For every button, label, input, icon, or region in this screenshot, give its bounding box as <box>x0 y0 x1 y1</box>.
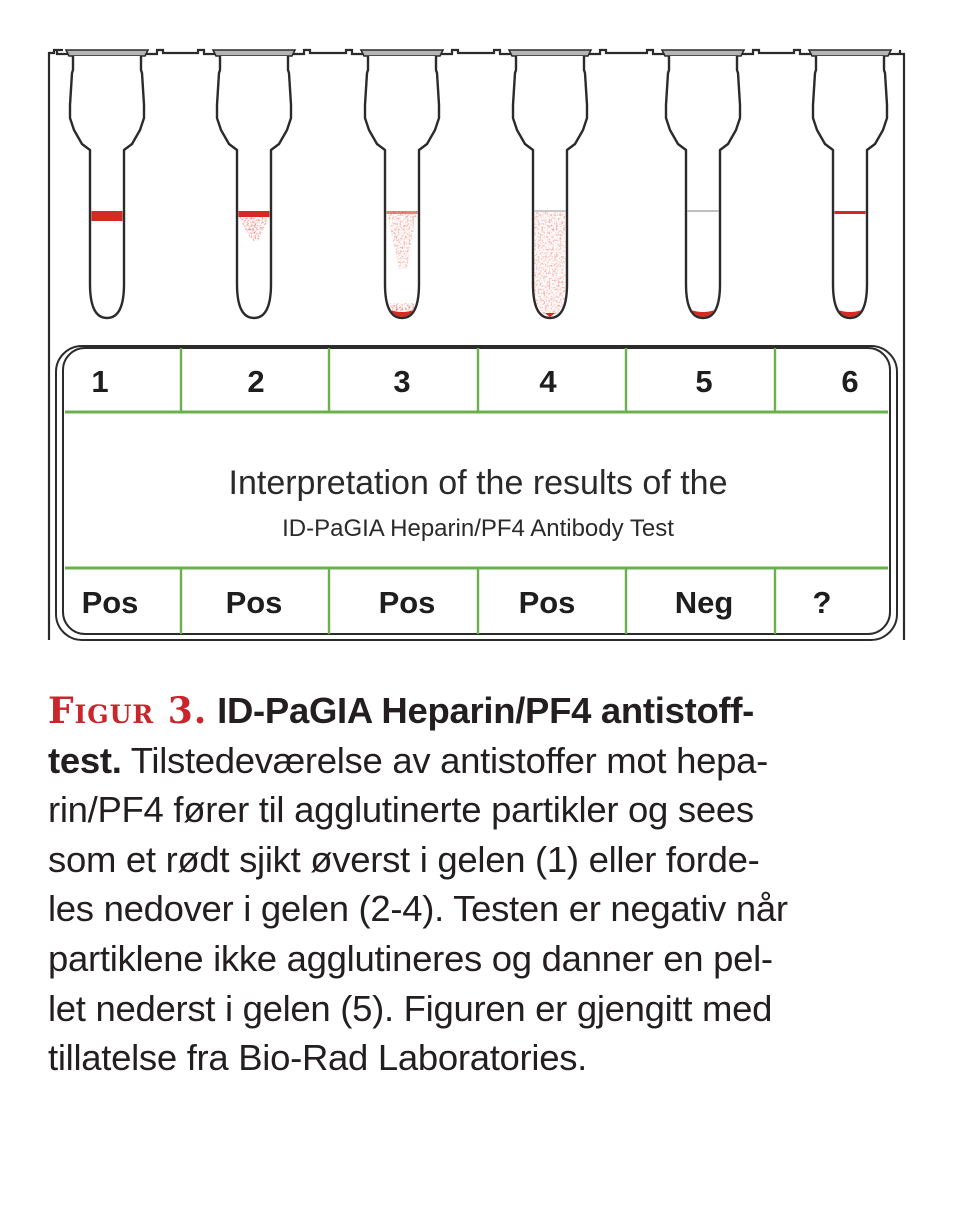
gel-tube-1 <box>66 50 148 318</box>
table-subtitle: ID-PaGIA Heparin/PF4 Antibody Test <box>282 515 674 542</box>
tube-number-2: 2 <box>247 364 265 399</box>
tube-outline <box>217 56 291 318</box>
caption-line: les nedover i gelen (2-4). Testen er negativ når <box>48 888 788 930</box>
tube-row <box>66 50 891 318</box>
caption-line: partiklene ikke agglutineres og danner en pel- <box>48 937 773 979</box>
caption-bold: test. <box>48 739 122 781</box>
caption-bold: ID-PaGIA Heparin/PF4 antistoff- <box>217 690 755 731</box>
agglutinate-spread <box>535 212 566 316</box>
result-label-1: Pos <box>81 585 139 620</box>
gel-tube-4 <box>509 50 591 318</box>
gel-tube-3 <box>361 50 443 318</box>
gel-tube-2 <box>213 50 295 318</box>
tube-outline <box>365 56 439 318</box>
result-label-5: Neg <box>674 585 734 620</box>
tube-outline <box>666 56 740 318</box>
result-label-6: ? <box>812 585 832 620</box>
tube-rim <box>662 50 744 56</box>
table-title: Interpretation of the results of the <box>228 464 728 502</box>
pellet-speckle <box>390 303 414 311</box>
result-label-2: Pos <box>225 585 283 620</box>
tube-rim <box>509 50 591 56</box>
tube-number-4: 4 <box>539 364 557 399</box>
caption-line <box>48 736 928 786</box>
result-label-3: Pos <box>378 585 436 620</box>
tube-number-5: 5 <box>695 364 713 399</box>
tube-rim <box>213 50 295 56</box>
caption-line <box>48 686 928 736</box>
interpretation-table <box>56 346 897 640</box>
tube-number-3: 3 <box>393 364 411 399</box>
gel-tube-6 <box>809 50 891 318</box>
tube-number-6: 6 <box>841 364 859 399</box>
result-label-4: Pos <box>518 585 576 620</box>
tube-rim <box>66 50 148 56</box>
tube-outline <box>70 56 144 318</box>
tube-outline <box>813 56 887 318</box>
caption-line: rin/PF4 fører til agglutinerte partikler og sees <box>48 789 754 831</box>
figure-caption <box>48 686 928 1083</box>
tube-rim <box>361 50 443 56</box>
caption-line: tillatelse fra Bio-Rad Laboratories. <box>48 1037 587 1079</box>
caption-line: let nederst i gelen (5). Figuren er gjengitt med <box>48 987 773 1029</box>
caption-line: som et rødt sjikt øverst i gelen (1) eller forde- <box>48 838 760 880</box>
caption-text: Tilstedeværelse av antistoffer mot hepa- <box>121 739 768 781</box>
figure-label: Figur 3. <box>48 690 208 732</box>
red-band <box>92 211 123 221</box>
band-top-edge <box>387 211 418 214</box>
gel-tube-5 <box>662 50 744 318</box>
tube-number-1: 1 <box>91 364 109 399</box>
thin-red-band <box>835 211 866 214</box>
red-band <box>239 211 270 217</box>
tube-rim <box>809 50 891 56</box>
